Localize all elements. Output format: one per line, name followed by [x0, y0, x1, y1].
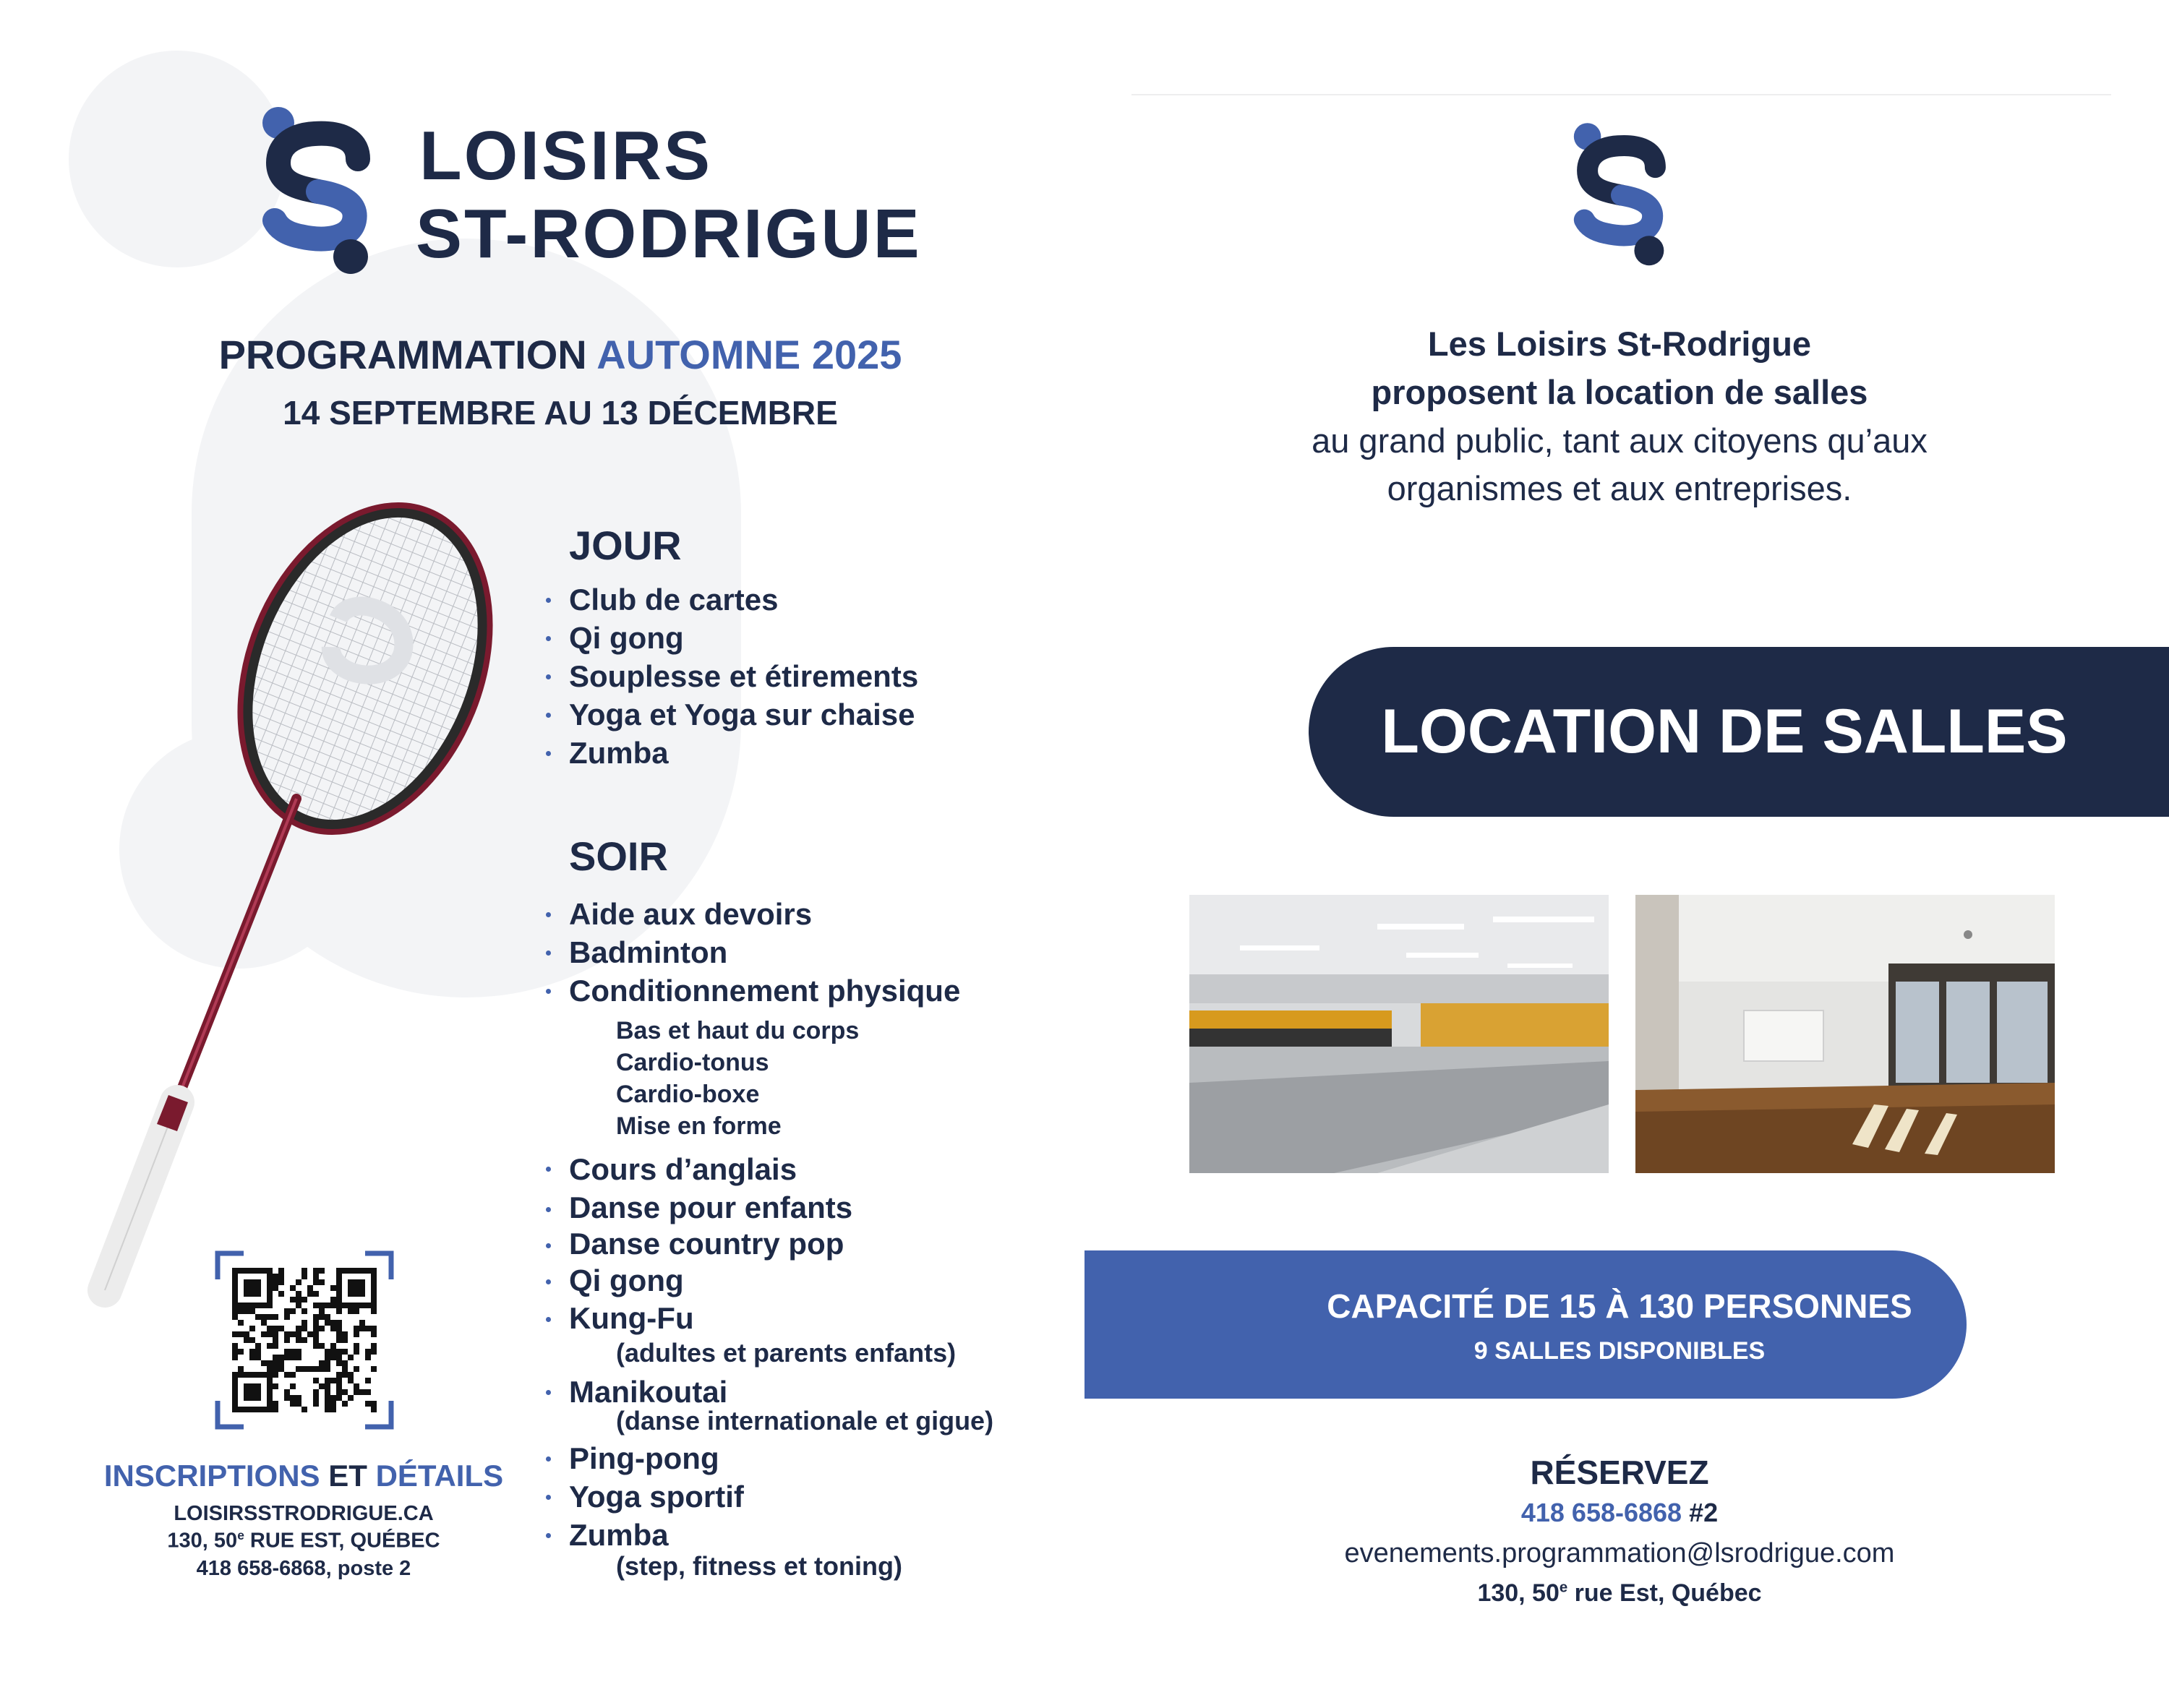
program-title: [163, 331, 958, 378]
list-item: Club de cartes: [546, 580, 918, 619]
address-line: [101, 1528, 506, 1553]
qr-code-icon[interactable]: [215, 1250, 394, 1430]
divider: [1131, 94, 2111, 95]
brand-name-line1: LOISIRS: [419, 117, 713, 194]
reserve-email[interactable]: evenements.programmation@lsrodrigue.com: [1344, 1538, 1895, 1568]
intro-line1: Les Loisirs St-Rodrigue: [1427, 325, 1812, 363]
intro-line4: organismes et aux entreprises.: [1387, 469, 1852, 507]
badminton-racket-icon: [76, 473, 495, 1312]
list-item: Yoga sportif: [546, 1477, 744, 1516]
list-item: Zumba: [546, 734, 918, 772]
list-item: Zumba: [546, 1516, 744, 1554]
list-item: Manikoutai: [546, 1373, 727, 1411]
list-item: Yoga et Yoga sur chaise: [546, 695, 918, 734]
jour-heading: JOUR: [569, 523, 682, 568]
background-decoration: [69, 51, 286, 267]
room-photo-2: [1635, 895, 2055, 1173]
jour-list: [546, 580, 918, 772]
reserve-address: [1258, 1579, 1981, 1608]
conditioning-sub-item: Mise en forme: [616, 1112, 782, 1140]
reserve-phone[interactable]: 418 658-6868: [1520, 1498, 1682, 1527]
list-item: Cours d’anglais: [546, 1149, 852, 1190]
reserve-address-number: 130, 50: [1477, 1579, 1560, 1607]
logo-s-icon: [257, 105, 380, 278]
manikoutai-note: (danse internationale et gigue): [616, 1406, 994, 1436]
kungfu-note: (adultes et parents enfants): [616, 1338, 957, 1368]
conditioning-sub-item: Bas et haut du corps: [616, 1017, 860, 1044]
list-item: Badminton: [546, 933, 960, 971]
list-item: Ping-pong: [546, 1439, 744, 1477]
reserve-heading: RÉSERVEZ: [1530, 1454, 1709, 1491]
logo-s-icon: [1569, 116, 1674, 275]
list-item: Aide aux devoirs: [546, 895, 960, 933]
reserve-phone-line: [1258, 1498, 1981, 1528]
soir-list-2: [546, 1149, 852, 1337]
reserve-address-street: rue Est, Québec: [1567, 1579, 1762, 1607]
intro-line2: proposent la location de salles: [1371, 373, 1868, 411]
list-item: Souplesse et étirements: [546, 657, 918, 695]
list-item: Conditionnement physique: [546, 971, 960, 1010]
address-street: RUE EST, QUÉBEC: [244, 1529, 440, 1553]
room-photo-1: [1189, 895, 1609, 1173]
list-item: Danse country pop: [546, 1226, 852, 1262]
program-title-season: AUTOMNE 2025: [596, 332, 902, 377]
reserve-extension: #2: [1689, 1498, 1719, 1527]
zumba-note: (step, fitness et toning): [616, 1551, 902, 1581]
conditioning-sub-item: Cardio-tonus: [616, 1049, 769, 1076]
inscriptions-and: ET: [328, 1459, 367, 1493]
list-item: Kung-Fu: [546, 1300, 852, 1337]
soir-list-4: [546, 1439, 744, 1554]
capacity-subtitle: 9 SALLES DISPONIBLES: [1473, 1337, 1766, 1365]
program-title-main: PROGRAMMATION: [218, 332, 587, 377]
reserve-address-sup: e: [1559, 1579, 1568, 1596]
inscriptions-details: DÉTAILS: [375, 1459, 504, 1493]
list-item: Danse pour enfants: [546, 1190, 852, 1226]
conditioning-sub-item: Cardio-boxe: [616, 1081, 760, 1108]
soir-list: [546, 895, 960, 1010]
list-item: Qi gong: [546, 619, 918, 657]
capacity-title: CAPACITÉ DE 15 À 130 PERSONNES: [1327, 1287, 1912, 1325]
soir-heading: SOIR: [569, 833, 668, 879]
brand-name-line2: ST-RODRIGUE: [416, 195, 922, 272]
intro-line3: au grand public, tant aux citoyens qu’aux: [1312, 421, 1928, 460]
list-item: Qi gong: [546, 1262, 852, 1300]
location-banner-title: LOCATION DE SALLES: [1381, 697, 2068, 766]
inscriptions-word: INSCRIPTIONS: [103, 1459, 320, 1493]
address-sup: e: [237, 1528, 244, 1542]
inscriptions-title: [101, 1459, 506, 1493]
program-dates: 14 SEPTEMBRE AU 13 DÉCEMBRE: [283, 394, 838, 432]
website-link[interactable]: LOISIRSSTRODRIGUE.CA: [174, 1502, 434, 1525]
phone-line: 418 658-6868, poste 2: [196, 1557, 411, 1580]
address-number: 130, 50: [167, 1529, 238, 1553]
